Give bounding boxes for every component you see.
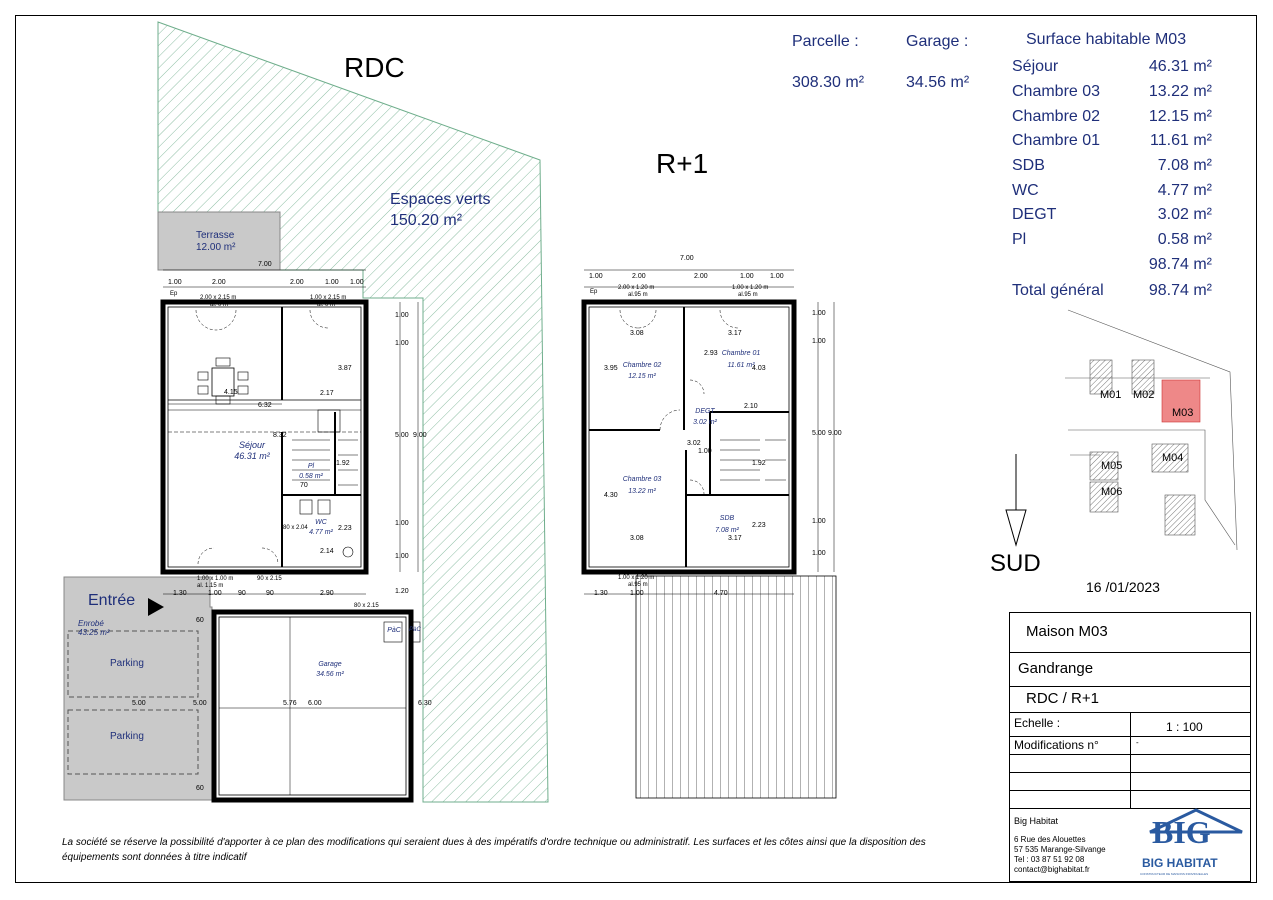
- dim-r1-win2: 1.00 x 1.20 m: [732, 285, 769, 291]
- logo-big-habitat: BIG HABITAT: [1142, 856, 1218, 870]
- dim-r1-bottom: 1.30: [594, 590, 608, 597]
- tb-ville: Gandrange: [1018, 660, 1094, 677]
- dim-rdc-bottom: 1.30: [173, 590, 187, 597]
- dim-rdc-right: 1.00: [395, 340, 409, 347]
- garage-value: 34.56 m²: [906, 74, 970, 91]
- room-degt: DEGT: [695, 408, 715, 415]
- parking-label-2: Parking: [110, 731, 144, 742]
- dim-r1-192: 1.92: [752, 460, 766, 467]
- surface-row: Séjour 46.31 m²: [1012, 58, 1212, 75]
- dim-r1-top: 1.00: [589, 273, 603, 280]
- dim-rdc-70: 70: [300, 482, 308, 489]
- room-chambre03-area: 13.22 m²: [628, 488, 656, 495]
- dim-r1-308b: 3.08: [630, 535, 644, 542]
- south-label: SUD: [990, 550, 1041, 577]
- tb-echelle-label: Echelle :: [1014, 716, 1061, 730]
- tb-modif-value: -: [1136, 738, 1139, 747]
- tb-tel: Tel : 03 87 51 92 08: [1014, 855, 1085, 864]
- surface-row: Pl 0.58 m²: [1012, 231, 1212, 248]
- surface-row: DEGT 3.02 m²: [1012, 206, 1212, 223]
- dim-r1-doorb: al.95 m: [628, 582, 648, 588]
- dim-rdc-192: 1.92: [336, 460, 350, 467]
- tb-addr1: 6 Rue des Alouettes: [1014, 835, 1086, 844]
- dim-rdc-top: 1.00: [350, 279, 364, 286]
- dim-rdc-door2: 90 x 2.15: [257, 576, 282, 582]
- dim-r1-right-total: 9.00: [828, 430, 842, 437]
- dim-garage-door: 80 x 2.15: [354, 603, 379, 609]
- dim-rdc-win1: 2.00 x 2.15 m: [200, 295, 237, 301]
- tb-email: contact@bighabitat.fr: [1014, 865, 1090, 874]
- room-sdb: SDB: [719, 515, 735, 522]
- dim-r1-win2b: al.95 m: [738, 292, 758, 298]
- dim-rdc-win2b: al. 0 m: [317, 302, 336, 308]
- dim-rdc-door: 1.00 x 1.00 m: [197, 576, 234, 582]
- site-m05: M05: [1101, 460, 1123, 472]
- parking-label-1: Parking: [110, 658, 144, 669]
- surface-row: Chambre 02 12.15 m²: [1012, 108, 1212, 125]
- terrasse-label: Terrasse: [196, 230, 235, 241]
- dim-r1-395: 3.95: [604, 365, 618, 372]
- dim-garage-630: 6.30: [418, 700, 432, 707]
- site-m04: M04: [1162, 452, 1184, 464]
- tb-company: Big Habitat: [1014, 816, 1059, 826]
- room-pl-area: 0.58 m²: [299, 473, 323, 480]
- room-chambre01-area: 11.61 m²: [727, 362, 755, 369]
- dim-r1-door: 1.00 x 1.20 m: [618, 575, 655, 581]
- dim-rdc-bottom: 90: [266, 590, 274, 597]
- dim-r1-win1: 2.00 x 1.20 m: [618, 285, 655, 291]
- room-wc: WC: [315, 519, 327, 526]
- surface-row: WC 4.77 m²: [1012, 182, 1212, 199]
- room-wc-area: 4.77 m²: [309, 529, 333, 536]
- surface-row: Chambre 01 11.61 m²: [1012, 132, 1212, 149]
- room-chambre02: Chambre 02: [622, 362, 662, 369]
- dim-r1-right: 5.00: [812, 430, 826, 437]
- tb-maison: Maison M03: [1026, 623, 1108, 640]
- dim-r1-293: 2.93: [704, 350, 718, 357]
- dim-rdc-win1b: al. 0 m: [210, 302, 229, 308]
- dim-r1-right: 1.00: [812, 338, 826, 345]
- dim-park-500b: 5.00: [193, 700, 207, 707]
- paving-area-label: 43.25 m²: [78, 628, 110, 637]
- dim-rdc-top: 2.00: [290, 279, 304, 286]
- dim-r1-right: 1.00: [812, 550, 826, 557]
- dim-r1-top: 2.00: [632, 273, 646, 280]
- dim-r1-403: 4.03: [752, 365, 766, 372]
- dim-r1-308: 3.08: [630, 330, 644, 337]
- pac-label-2: PàC: [409, 627, 421, 633]
- dim-r1-bottom: 1.00: [630, 590, 644, 597]
- site-m06: M06: [1101, 486, 1123, 498]
- dim-ep: Ep: [590, 289, 598, 295]
- dim-rdc-bottom: 2.90: [320, 590, 334, 597]
- green-space-area-label: 150.20 m²: [390, 212, 463, 229]
- dim-rdc-top: 2.00: [212, 279, 226, 286]
- dim-rdc-right: 5.00: [395, 432, 409, 439]
- dim-r1-302: 3.02: [687, 440, 701, 447]
- dim-garage-576: 5.76: [283, 700, 297, 707]
- site-m01: M01: [1100, 389, 1122, 401]
- dim-rdc-right: 1.00: [395, 520, 409, 527]
- dim-r1-430: 4.30: [604, 492, 618, 499]
- dim-rdc-right: 1.00: [395, 553, 409, 560]
- dim-park-500: 5.00: [132, 700, 146, 707]
- dim-rdc-win2: 1.00 x 2.15 m: [310, 295, 347, 301]
- dim-r1-100: 1.00: [698, 448, 712, 455]
- site-plan: [1065, 310, 1237, 550]
- disclaimer: La société se réserve la possibilité d'apporter à ce plan des modifications qui seraient dues à des impératifs d'ordre technique ou administratif. Les surfaces et les côtes ainsi que la disposition des équipements sont données à titre indicatif: [62, 837, 926, 863]
- dim-r1-210: 2.10: [744, 403, 758, 410]
- parcelle-label: Parcelle :: [792, 33, 859, 50]
- dim-ep: Ep: [170, 291, 178, 297]
- r1-terrace-slats: [636, 576, 836, 798]
- dim-rdc-doorb: al. 1.15 m: [197, 583, 224, 589]
- dim-park-60a: 60: [196, 617, 204, 624]
- room-garage: Garage: [318, 661, 342, 668]
- dim-r1-bottom: 4.70: [714, 590, 728, 597]
- dim-rdc-top-total: 7.00: [258, 261, 272, 268]
- surface-title: Surface habitable M03: [1026, 31, 1187, 48]
- dim-rdc-832: 8.32: [273, 432, 287, 439]
- dim-rdc-bottom: 90: [238, 590, 246, 597]
- logo-tagline: CONSTRUCTEUR DE MAISONS INDIVIDUELLES: [1140, 872, 1209, 876]
- dim-r1-top: 1.00: [740, 273, 754, 280]
- r1-outer-wall: [584, 302, 794, 572]
- dim-rdc-bottom: 1.00: [208, 590, 222, 597]
- dim-park-60b: 60: [196, 785, 204, 792]
- dim-rdc-415: 4.15: [224, 389, 238, 396]
- room-chambre03: Chambre 03: [622, 476, 662, 483]
- tb-niveaux: RDC / R+1: [1026, 690, 1099, 707]
- room-garage-area: 34.56 m²: [316, 671, 344, 678]
- room-sdb-area: 7.08 m²: [715, 527, 739, 534]
- dim-r1-top: 1.00: [770, 273, 784, 280]
- dim-rdc-top: 1.00: [168, 279, 182, 286]
- rdc-title: RDC: [344, 52, 405, 83]
- pac-label-1: PàC: [387, 627, 401, 634]
- site-m03: M03: [1172, 407, 1194, 419]
- room-degt-area: 3.02 m²: [693, 419, 717, 426]
- dim-rdc-120: 1.20: [395, 588, 409, 595]
- room-sejour: Séjour: [238, 440, 265, 450]
- paving-label: Enrobé: [78, 619, 104, 628]
- terrasse-area-label: 12.00 m²: [196, 242, 236, 253]
- parcelle-value: 308.30 m²: [792, 74, 865, 91]
- green-space-label: Espaces verts: [390, 191, 491, 208]
- dim-r1-top-total: 7.00: [680, 255, 694, 262]
- room-chambre02-area: 12.15 m²: [628, 373, 656, 380]
- dim-rdc-217: 2.17: [320, 390, 334, 397]
- r1-title: R+1: [656, 148, 709, 179]
- tb-echelle-value: 1 : 100: [1166, 720, 1203, 734]
- dim-rdc-223: 2.23: [338, 525, 352, 532]
- room-sejour-area: 46.31 m²: [234, 451, 270, 461]
- paving-area: [64, 577, 212, 800]
- dim-r1-top: 2.00: [694, 273, 708, 280]
- dim-r1-right: 1.00: [812, 518, 826, 525]
- dim-r1-317b: 3.17: [728, 535, 742, 542]
- room-pl: Pl: [307, 463, 315, 470]
- dim-rdc-right-total: 9.00: [413, 432, 427, 439]
- surface-total-row: Total général 98.74 m²: [1012, 282, 1212, 299]
- surface-row: SDB 7.08 m²: [1012, 157, 1212, 174]
- surface-row: 98.74 m²: [1148, 256, 1212, 273]
- room-chambre01: Chambre 01: [721, 350, 761, 357]
- dim-rdc-214: 2.14: [320, 548, 334, 555]
- garage-label: Garage :: [906, 33, 969, 50]
- dim-r1-223: 2.23: [752, 522, 766, 529]
- dim-r1-right: 1.00: [812, 310, 826, 317]
- tb-modif-label: Modifications n°: [1014, 738, 1099, 752]
- dim-rdc-632: 6.32: [258, 402, 272, 409]
- dim-rdc-204: 80 x 2.04: [283, 525, 308, 531]
- south-arrow: [1006, 454, 1026, 545]
- surface-row: Chambre 03 13.22 m²: [1012, 83, 1212, 100]
- dim-garage-600: 6.00: [308, 700, 322, 707]
- dim-rdc-387: 3.87: [338, 365, 352, 372]
- dim-rdc-top: 1.00: [325, 279, 339, 286]
- site-m02: M02: [1133, 389, 1155, 401]
- dim-r1-317: 3.17: [728, 330, 742, 337]
- date: 16 /01/2023: [1086, 579, 1160, 595]
- dim-rdc-right: 1.00: [395, 312, 409, 319]
- entrance-label: Entrée: [88, 592, 136, 609]
- logo-big: BIG: [1152, 814, 1211, 850]
- tb-addr2: 57 535 Marange-Silvange: [1014, 845, 1106, 854]
- dim-r1-win1b: al.95 m: [628, 292, 648, 298]
